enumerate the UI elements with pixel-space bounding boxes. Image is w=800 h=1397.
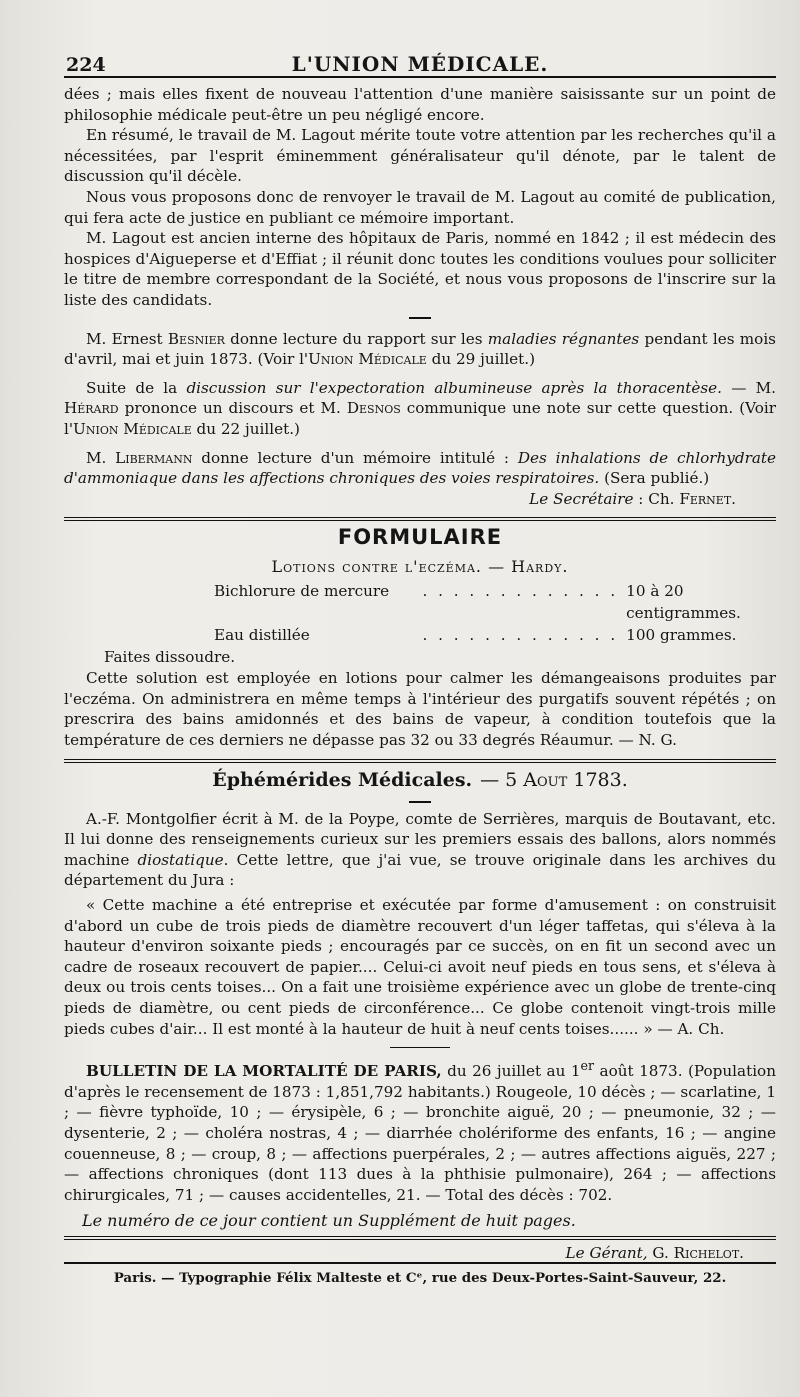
formulaire-title: FORMULAIRE — [337, 525, 503, 550]
page-number: 224 — [66, 54, 106, 76]
ephemerides-separator — [409, 801, 431, 803]
bulletin-mortalite: BULLETIN DE LA MORTALITÉ DE PARIS, du 26 juillet au 1er août 1873. (Population d'après le recensement de 1873 : 1,851,792 habitants.) Rougeole, 10 décès ; — scarlatine, 1 ; — fièvre typhoïde, 10 ; — érysipèle, 6 ; — bronchite aiguë, 20 ; — pneumonie, 32 ; — dysenterie, 2 ; — choléra nostras, 4 ; — diarrhée cholériforme des enfants, 16 ; — angine couenneuse, 8 ; — croup, 8 ; — affections puerpérales, 2 ; — autres affections aiguës, 227 ; — affections chroniques (dont 113 dues à la phthisie pulmonaire), 264 ; — affections chirurgicales, 71 ; — causes accidentelles, 21. — Total des décès : 702. — [64, 1058, 776, 1204]
footer-rule — [64, 1236, 776, 1240]
besnier-paragraph: M. Ernest Besnier donne lecture du rapport sur les maladies régnantes pendant les mois d'avril, mai et juin 1873. (Voir l'Union Médicale du 29 juillet.) — [64, 329, 776, 369]
bulletin-title: BULLETIN DE LA MORTALITÉ DE PARIS, — [86, 1062, 442, 1081]
ingredient-quantity: 10 à 20 centigrammes. — [626, 582, 741, 623]
faites-dissoudre: Faites dissoudre. — [104, 648, 236, 667]
formula-row — [64, 580, 776, 624]
suite-paragraph: Suite de la discussion sur l'expectoration albumineuse après la thoracentèse. — M. Hérard prononce un discours et M. Desnos communique une note sur cette question. (Voir l'Union Médicale du 22 juillet.) — [64, 378, 776, 438]
ingredient-name: Bichlorure de mercure — [214, 582, 390, 601]
page-header — [64, 46, 776, 76]
intro-paragraph-2: En résumé, le travail de M. Lagout mérite toute votre attention par les recherches qu'il a nécessitées, par l'esprit éminemment généralisateur qu'il dénote, par le talent de discussion qu'il décèle. — [64, 126, 776, 186]
ephemerides-quote: « Cette machine a été entreprise et exécutée par forme d'amusement : on construisit d'abord un cube de trois pieds de diamètre recouvert d'un léger taffetas, qui s'éleva à la hauteur d'environ soixante pieds ; encouragés par ce succès, on en fit un second avec un cadre de roseaux recouvert de papier.... Celui-ci avoit neuf pieds en tous sens, et s'éleva à deux ou trois cents toises... On a fait une troisième expérience avec un globe de trente-cinq pieds de diamètre, ou cent pieds de circonférence... Ce globe contenoit vingt-trois mille pieds cubes d'air... Il est monté à la hauteur de huit à neuf cents toises...... » — A. Ch. — [64, 896, 776, 1038]
ephemerides-paragraph-1: A.-F. Montgolfier écrit à M. de la Poype, comte de Serrières, marquis de Boutavant, etc. Il lui donne des renseignements curieux sur les premiers essais des ballons, alors nommés machine diostatique. Cette lettre, que j'ai vue, se trouve originale dans les archives du département du Jura : — [64, 809, 776, 890]
section-separator — [409, 317, 431, 319]
imprint-rule — [64, 1262, 776, 1264]
ingredient-quantity: 100 grammes. — [626, 626, 737, 645]
formula-row — [64, 624, 776, 646]
leader-dots: . . . . . . . . . . . . . — [422, 626, 619, 645]
ingredient-name: Eau distillée — [214, 626, 310, 645]
intro-paragraph-4: M. Lagout est ancien interne des hôpitaux de Paris, nommé en 1842 ; il est médecin des hospices d'Aigueperse et d'Effiat ; il réunit donc toutes les conditions voulues pour solliciter le titre de membre correspondant de la Société, et nous vous proposons de l'inscrire sur la liste des candidats. — [64, 229, 776, 309]
libermann-paragraph: M. Libermann donne lecture d'un mémoire intitulé : Des inhalations de chlorhydrate d'ammoniaque dans les affections chroniques des voies respiratoires. (Sera publié.) — [64, 448, 776, 488]
ephemerides-date: — 5 Aout 1783. — [480, 768, 628, 791]
ephemerides-top-rule — [64, 759, 776, 763]
formulaire-top-rule — [64, 517, 776, 521]
imprint-line: Paris. — Typographie Félix Malteste et Cᵉ, rue des Deux-Portes-Saint-Sauveur, 22. — [113, 1270, 727, 1287]
bulletin-separator — [390, 1047, 450, 1048]
leader-dots: . . . . . . . . . . . . . — [422, 582, 619, 601]
secretary-signature: Le Secrétaire : Ch. Fernet. — [529, 489, 736, 508]
ephemerides-title: Éphémérides Médicales. — 5 Aout 1783. — [212, 768, 628, 791]
gerant-signature: Le Gérant, G. Richelot. — [565, 1244, 744, 1263]
formulaire-text: Cette solution est employée en lotions pour calmer les démangeaisons produites par l'eczéma. On administrera en même temps à l'intérieur des purgatifs souvent répétés ; on prescrira des bains amidonnés et des bains de vapeur, à condition toutefois que la température de ces derniers ne dépasse pas 32 ou 33 degrés Réaumur. — N. G. — [64, 669, 776, 750]
besnier-name: Besnier — [167, 329, 225, 348]
formulaire-subtitle: Lotions contre l'eczéma. — Hardy. — [271, 557, 569, 577]
intro-paragraph-1: dées ; mais elles fixent de nouveau l'attention d'une manière saisissante sur un point de philosophie médicale peut-être un peu négligé encore. — [64, 85, 776, 124]
running-title: L'UNION MÉDICALE. — [291, 52, 549, 76]
intro-paragraph-3: Nous vous proposons donc de renvoyer le travail de M. Lagout au comité de publication, qui fera acte de justice en publiant ce mémoire important. — [64, 187, 776, 227]
supplement-notice: Le numéro de ce jour contient un Supplément de huit pages. — [82, 1211, 576, 1231]
